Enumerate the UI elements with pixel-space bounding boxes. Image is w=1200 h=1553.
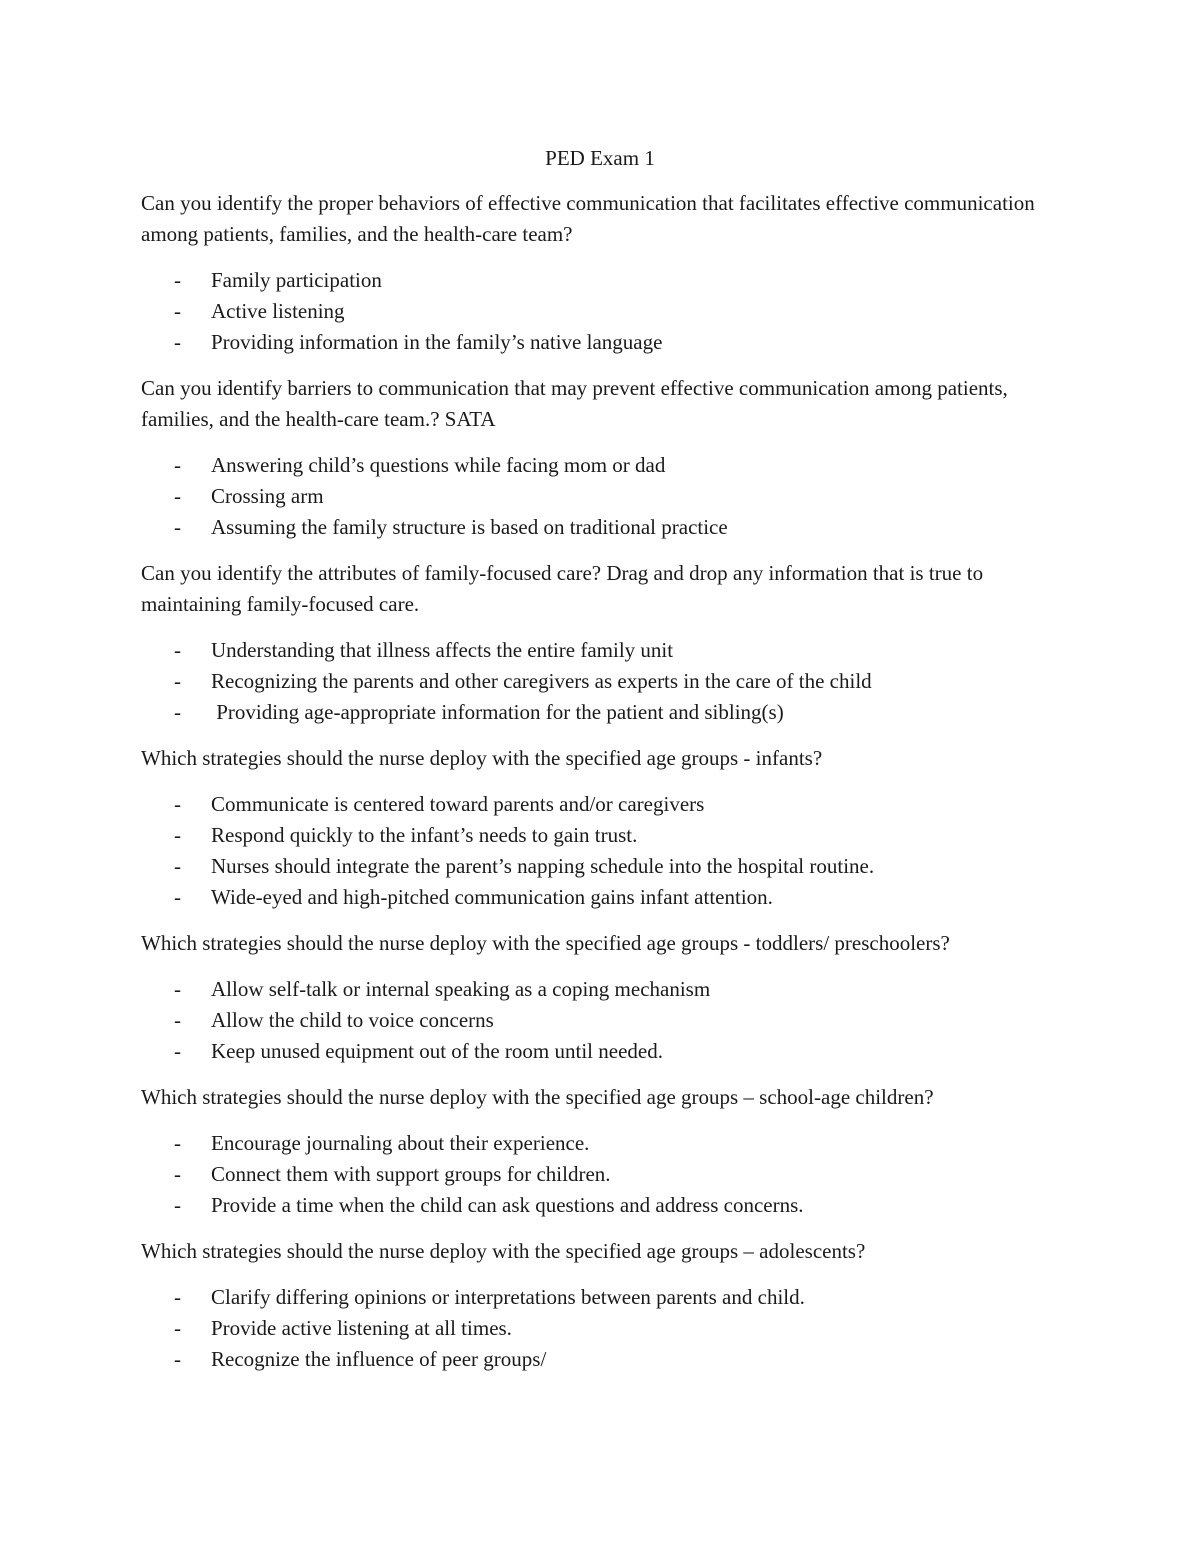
answer-text: Family participation <box>211 268 382 292</box>
question-text: Can you identify the attributes of family-focused care? Drag and drop any information that is true to maintaining family-focused care. <box>141 561 984 616</box>
bullet-dash: - <box>174 1162 181 1186</box>
answer-item <box>141 512 1061 543</box>
bullet-dash: - <box>174 885 181 909</box>
answer-item <box>141 1190 1061 1221</box>
bullet-dash: - <box>174 1039 181 1063</box>
bullet-dash: - <box>174 854 181 878</box>
answer-list <box>141 265 1061 358</box>
bullet-dash: - <box>174 453 181 477</box>
bullet-dash: - <box>174 1131 181 1155</box>
answer-text: Crossing arm <box>211 484 324 508</box>
answer-item <box>141 327 1061 358</box>
question-section <box>141 188 1061 358</box>
answer-text: Active listening <box>211 299 345 323</box>
answer-item <box>141 296 1061 327</box>
bullet-dash: - <box>174 700 181 724</box>
bullet-dash: - <box>174 515 181 539</box>
answer-item <box>141 1282 1061 1313</box>
question-section <box>141 743 1061 913</box>
question-text: Which strategies should the nurse deploy with the specified age groups – school-age children? <box>141 1085 934 1109</box>
answer-item <box>141 1005 1061 1036</box>
bullet-dash: - <box>174 1008 181 1032</box>
question-section <box>141 558 1061 728</box>
answer-item <box>141 882 1061 913</box>
answer-text: Communicate is centered toward parents and/or caregivers <box>211 792 705 816</box>
answer-text: Allow self-talk or internal speaking as a coping mechanism <box>211 977 711 1001</box>
answer-text: Recognize the influence of peer groups/ <box>211 1347 547 1371</box>
answer-list <box>141 974 1061 1067</box>
answer-list <box>141 789 1061 913</box>
bullet-dash: - <box>174 638 181 662</box>
question-section <box>141 373 1061 543</box>
answer-item <box>141 450 1061 481</box>
bullet-dash: - <box>174 299 181 323</box>
answer-text: Keep unused equipment out of the room until needed. <box>211 1039 663 1063</box>
answer-item <box>141 666 1061 697</box>
answer-text: Understanding that illness affects the entire family unit <box>211 638 674 662</box>
answer-text: Provide active listening at all times. <box>211 1316 512 1340</box>
question-section <box>141 1082 1061 1221</box>
answer-item <box>141 789 1061 820</box>
answer-item <box>141 1313 1061 1344</box>
question-text: Which strategies should the nurse deploy with the specified age groups - toddlers/ preschoolers? <box>141 931 950 955</box>
answer-text: Assuming the family structure is based on traditional practice <box>211 515 728 539</box>
answer-text: Wide-eyed and high-pitched communication gains infant attention. <box>211 885 773 909</box>
answer-text: Answering child’s questions while facing mom or dad <box>211 453 666 477</box>
bullet-dash: - <box>174 823 181 847</box>
question-text: Can you identify the proper behaviors of effective communication that facilitates effective communication among patients, families, and the health-care team? <box>141 191 1035 246</box>
answer-text: Providing information in the family’s native language <box>211 330 663 354</box>
answer-item <box>141 851 1061 882</box>
answer-item <box>141 481 1061 512</box>
answer-text: Allow the child to voice concerns <box>211 1008 494 1032</box>
answer-list <box>141 1128 1061 1221</box>
answer-list <box>141 450 1061 543</box>
document-body <box>141 188 1061 1390</box>
bullet-dash: - <box>174 484 181 508</box>
bullet-dash: - <box>174 792 181 816</box>
bullet-dash: - <box>174 330 181 354</box>
question-text: Which strategies should the nurse deploy with the specified age groups – adolescents? <box>141 1239 866 1263</box>
answer-text: Respond quickly to the infant’s needs to gain trust. <box>211 823 638 847</box>
answer-text: Recognizing the parents and other caregivers as experts in the care of the child <box>211 669 872 693</box>
answer-item <box>141 697 1061 728</box>
answer-text: Provide a time when the child can ask questions and address concerns. <box>211 1193 804 1217</box>
answer-text: Providing age-appropriate information for the patient and sibling(s) <box>211 700 784 724</box>
answer-item <box>141 1128 1061 1159</box>
bullet-dash: - <box>174 268 181 292</box>
answer-text: Encourage journaling about their experience. <box>211 1131 590 1155</box>
bullet-dash: - <box>174 669 181 693</box>
document-title: PED Exam 1 <box>545 146 655 170</box>
answer-item <box>141 265 1061 296</box>
answer-item <box>141 1036 1061 1067</box>
answer-text: Connect them with support groups for children. <box>211 1162 611 1186</box>
bullet-dash: - <box>174 1193 181 1217</box>
answer-list <box>141 635 1061 728</box>
bullet-dash: - <box>174 1285 181 1309</box>
bullet-dash: - <box>174 1347 181 1371</box>
answer-item <box>141 1159 1061 1190</box>
question-text: Which strategies should the nurse deploy with the specified age groups - infants? <box>141 746 823 770</box>
answer-list <box>141 1282 1061 1375</box>
answer-item <box>141 820 1061 851</box>
answer-item <box>141 1344 1061 1375</box>
answer-item <box>141 974 1061 1005</box>
bullet-dash: - <box>174 1316 181 1340</box>
answer-text: Nurses should integrate the parent’s napping schedule into the hospital routine. <box>211 854 875 878</box>
bullet-dash: - <box>174 977 181 1001</box>
question-section <box>141 1236 1061 1375</box>
answer-text: Clarify differing opinions or interpretations between parents and child. <box>211 1285 805 1309</box>
question-section <box>141 928 1061 1067</box>
question-text: Can you identify barriers to communication that may prevent effective communication among patients, families, and the health-care team.? SATA <box>141 376 1008 431</box>
answer-item <box>141 635 1061 666</box>
